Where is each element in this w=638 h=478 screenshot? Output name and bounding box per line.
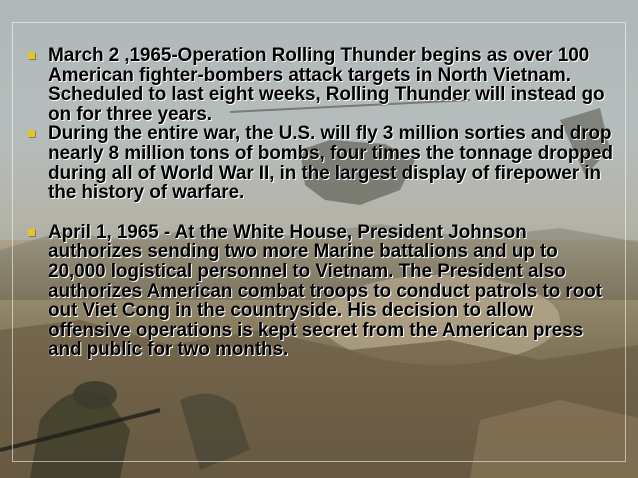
bullet-item-rolling-thunder — [26, 46, 618, 124]
bullet-item-white-house — [26, 223, 618, 360]
bullet-text: During the entire war, the U.S. will fly 3 million sorties and drop nearly 8 million tons of bombs, four times the tonnage dropped during all of World War II, in the largest display of firepower in the history of warfare. — [48, 123, 613, 204]
bullet-list — [26, 46, 618, 360]
bullet-square-icon — [28, 229, 35, 236]
bullet-text: March 2 ,1965-Operation Rolling Thunder begins as over 100 American fighter-bombers attack targets in North Vietnam. Scheduled to last eight weeks, Rolling Thunder will instead go on for three years. — [48, 45, 605, 125]
bullet-square-icon — [28, 52, 35, 59]
bullet-text: April 1, 1965 - At the White House, President Johnson authorizes sending two more Marine battalions and up to 20,000 logistical personnel to Vietnam. The President also authorizes American combat troops to conduct patrols to root out Viet Cong in the countryside. His decision to allow offensive operations is kept secret from the American press and public for two months. — [48, 221, 602, 361]
bullet-square-icon — [28, 130, 35, 137]
bullet-item-sorties — [26, 124, 618, 202]
